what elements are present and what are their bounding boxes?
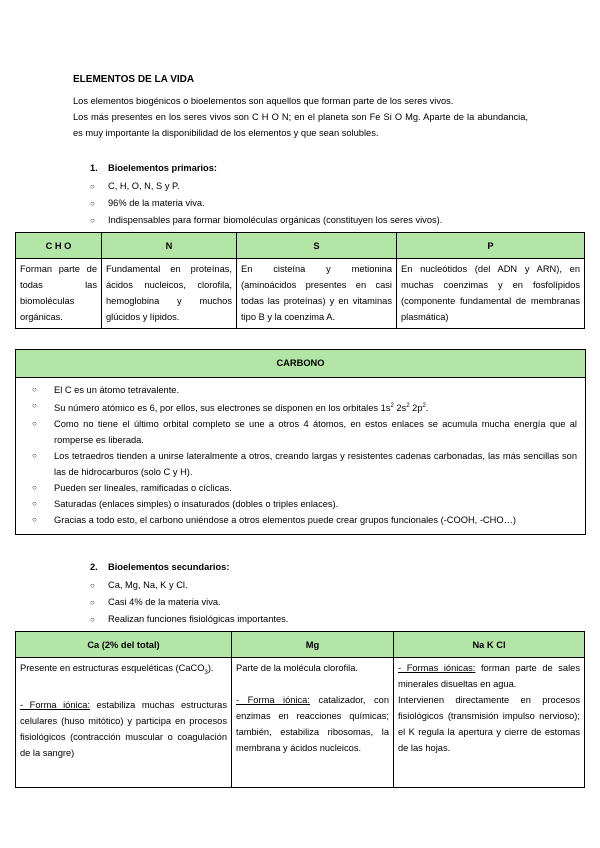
list-item-text: Gracias a todo esto, el carbono uniéndose a otros elementos puede crear grupos funcionales (-COOH, -CHO…)	[54, 515, 516, 526]
section-secundarios-heading	[90, 562, 229, 572]
intro-line-1: Los elementos biogénicos o bioelementos son aquellos que forman parte de los seres vivos.	[73, 96, 454, 106]
list-item-text: Su número atómico es 6, por ellos, sus electrones se disponen en los orbitales	[54, 403, 379, 414]
list-item-text: Realizan funciones fisiológicas importantes.	[108, 614, 289, 624]
table-header: Ca (2% del total)	[16, 632, 232, 658]
circle-bullet-icon: ○	[90, 199, 95, 208]
carbono-list	[16, 378, 585, 534]
section-primarios-heading	[90, 163, 217, 173]
list-item-text: 96% de la materia viva.	[108, 198, 205, 208]
primarios-table	[15, 232, 585, 329]
circle-bullet-icon: ○	[90, 598, 95, 607]
list-item	[32, 448, 577, 480]
secundarios-table	[15, 631, 585, 788]
circle-bullet-icon: ○	[32, 385, 37, 394]
nakcl-ionic-text: - Formas iónicas: forman parte de sales minerales disueltas en agua.	[398, 663, 580, 689]
table-cell: En nucleótidos (del ADN y ARN), en muchas coenzimas y en fosfolípidos (componente fundamental de membranas plasmática)	[397, 259, 585, 329]
list-item-text: C, H, O, N, S y P.	[108, 181, 180, 191]
circle-bullet-icon: ○	[32, 499, 37, 509]
list-item	[32, 416, 577, 448]
carbono-box	[15, 349, 586, 535]
list-item-text: Saturadas (enlaces simples) o insaturados (dobles o triples enlaces).	[54, 499, 339, 510]
circle-bullet-icon: ○	[90, 216, 95, 225]
ca-ionic-text: - Forma iónica: estabiliza muchas estructuras celulares (huso mitótico) y participa en procesos fisiológicos (contracción muscular o coagulación de la sangre)	[20, 699, 228, 758]
list-item-text: Como no tiene el último orbital completo se une a otros 4 átomos, en estos enlaces se acumula mucha energía que al romperse es liberada.	[54, 419, 577, 446]
circle-bullet-icon: ○	[90, 581, 95, 590]
list-item	[32, 480, 577, 496]
list-item-text: Pueden ser lineales, ramificadas o cíclicas.	[54, 483, 232, 494]
table-header: C H O	[16, 233, 102, 259]
circle-bullet-icon: ○	[32, 483, 37, 493]
list-item-text: Casi 4% de la materia viva.	[108, 597, 221, 607]
circle-bullet-icon: ○	[32, 451, 37, 461]
mg-ionic-text: - Forma iónica: catalizador, con enzimas en reacciones químicas; también, estabiliza ribosomas, la membrana y ácidos nucleicos.	[236, 695, 389, 753]
table-header: S	[237, 233, 397, 259]
list-item	[90, 580, 188, 590]
list-item-text: Ca, Mg, Na, K y Cl.	[108, 580, 188, 590]
circle-bullet-icon: ○	[90, 615, 95, 624]
list-item	[32, 496, 577, 512]
list-item-text: Indispensables para formar biomoléculas orgánicas (constituyen los seres vivos).	[108, 215, 443, 225]
table-cell-nakcl	[394, 658, 585, 788]
section-number: 1.	[90, 163, 98, 173]
list-item	[90, 198, 205, 208]
table-cell: En cisteína y metionina (aminoácidos presentes en casi todas las proteínas) y en vitaminas tipo B y la coenzima A.	[237, 259, 397, 329]
orbital-3: $2p^2$	[412, 403, 426, 414]
table-cell: Forman parte de todas las biomoléculas orgánicas.	[16, 259, 102, 329]
ca-structure-text: Presente en estructuras esqueléticas (CaCO$_3$).	[20, 663, 214, 676]
page-title: ELEMENTOS DE LA VIDA	[73, 74, 195, 85]
list-item	[90, 614, 288, 624]
list-item: ○ Su número atómico es 6, por ellos, sus electrones se disponen en los orbitales $1s^2$ $2s^2$ $2p^2$.	[54, 398, 577, 416]
table-header: Na K Cl	[394, 632, 585, 658]
nakcl-process-text: Intervienen directamente en procesos fisiológicos (transmisión impulso nervioso); el K regula la apertura y cierre de estomas de las hojas.	[398, 695, 580, 753]
circle-bullet-icon: ○	[32, 515, 37, 525]
orbital-1: $1s^2$	[380, 403, 394, 414]
list-item	[90, 597, 221, 607]
section-number: 2.	[90, 562, 98, 572]
carbono-header: CARBONO	[16, 350, 585, 378]
list-item	[32, 512, 577, 528]
circle-bullet-icon: ○	[90, 182, 95, 191]
intro-line-2: Los más presentes en los seres vivos son C H O N; en el planeta son Fe Si O Mg. Aparte de la abundancia, es muy importante la disponibilidad de los elementos y que sean solubles.	[73, 112, 528, 138]
mg-structure-text: Parte de la molécula clorofila.	[236, 663, 358, 673]
orbital-2: $2s^2$	[396, 403, 410, 414]
table-cell: Fundamental en proteínas, ácidos nucleicos, clorofila, hemoglobina y muchos glúcidos y lípidos.	[102, 259, 237, 329]
section-title: Bioelementos secundarios:	[108, 562, 230, 572]
circle-bullet-icon: ○	[32, 419, 37, 429]
table-header: N	[102, 233, 237, 259]
list-item-text: Los tetraedros tienden a unirse lateralmente a otros, creando largas y resistentes cadenas carbonadas, las más sencillas son las de hidrocarburos (solo C y H).	[54, 451, 577, 478]
table-header: P	[397, 233, 585, 259]
table-cell-ca	[16, 658, 232, 788]
list-item	[90, 181, 180, 191]
section-title: Bioelementos primarios:	[108, 163, 218, 173]
table-header: Mg	[232, 632, 394, 658]
circle-bullet-icon: ○	[32, 401, 37, 410]
list-item	[90, 215, 442, 225]
table-cell-mg	[232, 658, 394, 788]
list-item	[32, 382, 577, 398]
list-item-text: El C es un átomo tetravalente.	[54, 385, 180, 395]
